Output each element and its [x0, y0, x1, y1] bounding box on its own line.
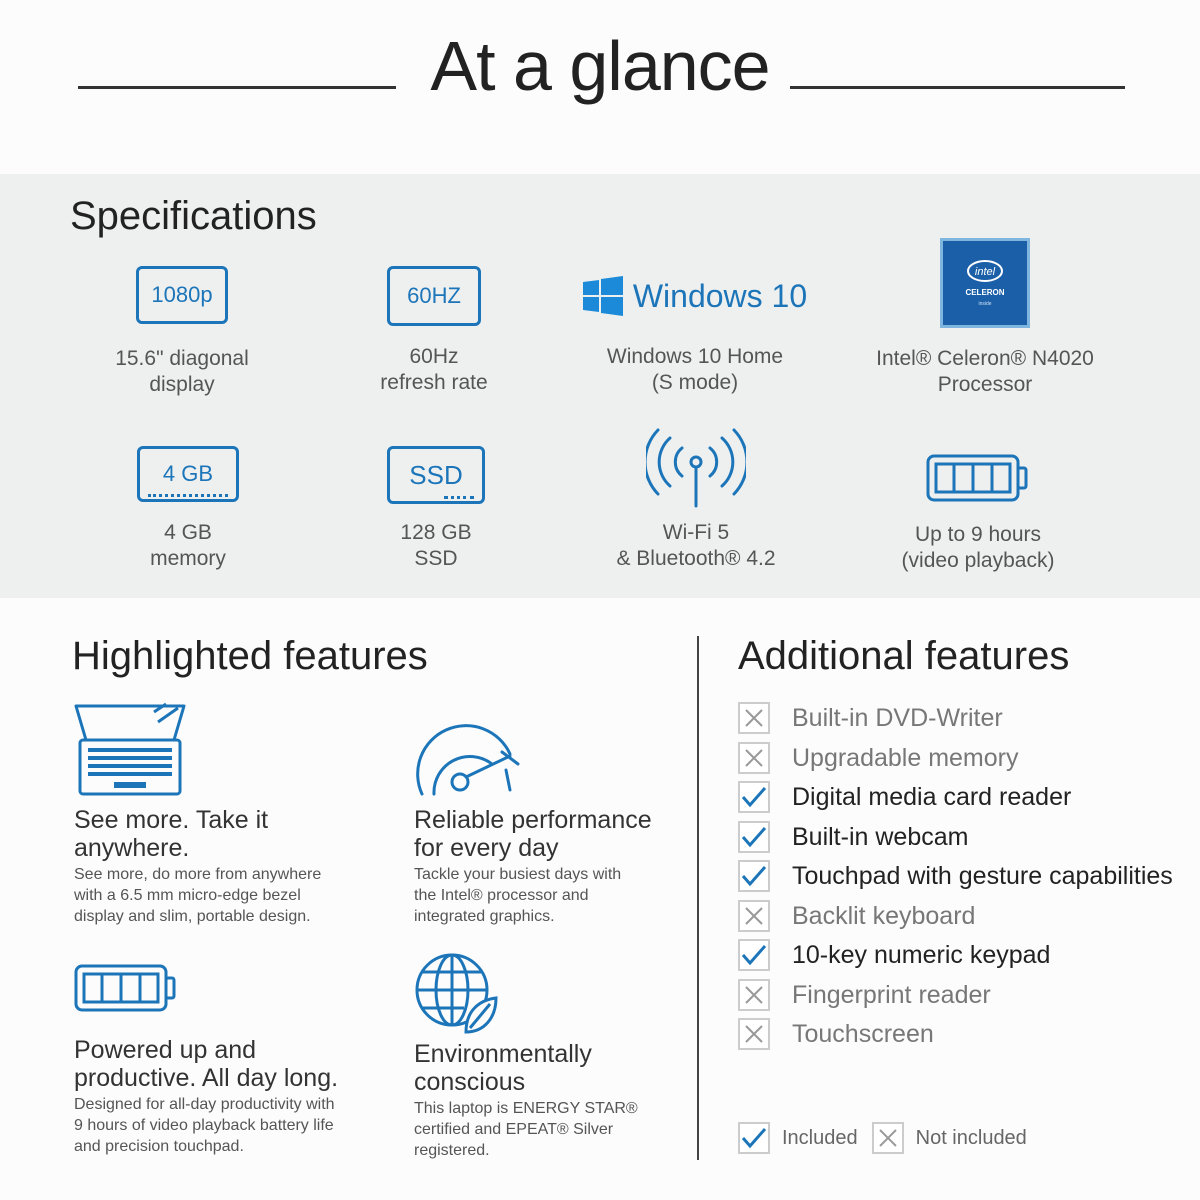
- additional-feature-row: [738, 779, 1071, 815]
- svg-text:intel: intel: [974, 266, 996, 278]
- spec-battery-line2: (video playback): [901, 549, 1055, 572]
- spec-memory-line2: memory: [150, 547, 226, 570]
- feature-portable-body1: See more, do more from anywhere: [74, 866, 322, 883]
- laptop-icon: [74, 700, 194, 800]
- feature-environment-body2: certified and EPEAT® Silver: [414, 1121, 614, 1138]
- legend-included-label: Included: [782, 1126, 858, 1149]
- ssd-icon: [387, 446, 485, 504]
- not-included-x-icon: [872, 1122, 904, 1154]
- spec-display-line1: 15.6" diagonal: [115, 347, 249, 370]
- included-check-icon: [738, 781, 770, 813]
- spec-storage: [316, 446, 556, 572]
- feature-battery-body2: 9 hours of video playback battery life: [74, 1117, 334, 1134]
- spec-os-line1: Windows 10 Home: [606, 345, 784, 368]
- feature-environment-body3: registered.: [414, 1142, 490, 1159]
- battery-icon: [926, 452, 1030, 504]
- legend-not-included-label: Not included: [915, 1126, 1027, 1149]
- windows-logo-text: Windows 10: [632, 277, 808, 314]
- not-included-x-icon: [738, 900, 770, 932]
- legend: [738, 1122, 1027, 1154]
- specifications-heading: Specifications: [70, 194, 317, 238]
- feature-performance-body1: Tackle your busiest days with: [414, 866, 622, 883]
- feature-performance-title2: for every day: [414, 834, 559, 862]
- memory-icon-label: 4 GB: [162, 461, 214, 486]
- spec-display: [62, 266, 302, 398]
- spec-os: [575, 266, 815, 396]
- feature-battery-title1: Powered up and: [74, 1036, 257, 1064]
- spec-wireless-line2: & Bluetooth® 4.2: [616, 547, 776, 570]
- intel-celeron-badge-icon: [940, 238, 1030, 328]
- feature-environment-body1: This laptop is ENERGY STAR®: [414, 1100, 638, 1117]
- globe-leaf-icon: [414, 952, 498, 1036]
- feature-battery: [74, 962, 394, 1157]
- spec-processor-line2: Processor: [937, 373, 1033, 396]
- additional-feature-label: Backlit keyboard: [792, 901, 976, 930]
- spec-wireless: [576, 426, 816, 572]
- additional-feature-row: [738, 858, 1173, 894]
- feature-portable: [74, 700, 374, 927]
- additional-feature-label: Built-in webcam: [792, 822, 969, 851]
- spec-battery: [858, 452, 1098, 574]
- spec-refresh-rate: [314, 266, 554, 396]
- feature-performance-title1: Reliable performance: [414, 806, 652, 834]
- feature-portable-body2: with a 6.5 mm micro-edge bezel: [74, 887, 301, 904]
- header-rule-right: [790, 86, 1125, 89]
- spec-memory-line1: 4 GB: [164, 521, 212, 544]
- included-check-icon: [738, 939, 770, 971]
- additional-feature-row: [738, 740, 1019, 776]
- not-included-x-icon: [738, 702, 770, 734]
- included-check-icon: [738, 1122, 770, 1154]
- feature-performance: [414, 724, 714, 927]
- feature-battery-body3: and precision touchpad.: [74, 1138, 244, 1155]
- spec-display-line2: display: [149, 373, 215, 396]
- not-included-x-icon: [738, 1018, 770, 1050]
- included-check-icon: [738, 860, 770, 892]
- memory-icon: [137, 446, 239, 502]
- speedometer-icon: [414, 724, 524, 800]
- refresh-rate-icon: 60HZ: [387, 266, 481, 326]
- additional-feature-row: [738, 700, 1003, 736]
- wifi-antenna-icon: [646, 426, 746, 508]
- additional-feature-label: 10-key numeric keypad: [792, 940, 1051, 969]
- windows-logo-icon: [575, 266, 815, 326]
- spec-refresh-line2: refresh rate: [380, 371, 488, 394]
- feature-battery-body1: Designed for all-day productivity with: [74, 1096, 335, 1113]
- additional-heading: Additional features: [738, 634, 1070, 678]
- svg-text:CELERON: CELERON: [965, 288, 1005, 297]
- additional-feature-label: Upgradable memory: [792, 743, 1019, 772]
- spec-memory: [68, 446, 308, 572]
- additional-feature-label: Built-in DVD-Writer: [792, 703, 1003, 732]
- feature-performance-body2: the Intel® processor and: [414, 887, 589, 904]
- feature-portable-body3: display and slim, portable design.: [74, 908, 311, 925]
- spec-wireless-line1: Wi-Fi 5: [662, 521, 730, 544]
- feature-portable-title2: anywhere.: [74, 834, 190, 862]
- feature-environment-title1: Environmentally: [414, 1040, 592, 1068]
- page-title: At a glance: [430, 27, 770, 105]
- additional-feature-row: [738, 937, 1050, 973]
- included-check-icon: [738, 821, 770, 853]
- feature-performance-body3: integrated graphics.: [414, 908, 555, 925]
- additional-feature-label: Digital media card reader: [792, 782, 1072, 811]
- feature-environment-title2: conscious: [414, 1068, 526, 1096]
- additional-feature-label: Touchpad with gesture capabilities: [792, 861, 1173, 890]
- ssd-icon-label: SSD: [409, 459, 463, 490]
- not-included-x-icon: [738, 979, 770, 1011]
- not-included-x-icon: [738, 742, 770, 774]
- spec-refresh-line1: 60Hz: [409, 345, 459, 368]
- additional-feature-row: [738, 898, 975, 934]
- spec-os-line2: (S mode): [651, 371, 739, 394]
- feature-battery-title2: productive. All day long.: [74, 1064, 339, 1092]
- battery-icon: [74, 962, 178, 1016]
- additional-feature-row: [738, 1016, 934, 1052]
- additional-feature-row: [738, 819, 968, 855]
- display-icon: 1080p: [136, 266, 228, 324]
- feature-portable-title1: See more. Take it: [74, 806, 269, 834]
- additional-feature-label: Touchscreen: [792, 1019, 934, 1048]
- additional-feature-label: Fingerprint reader: [792, 980, 991, 1009]
- highlighted-heading: Highlighted features: [72, 634, 428, 678]
- feature-environment: [414, 952, 714, 1161]
- additional-feature-row: [738, 977, 991, 1013]
- svg-text:inside: inside: [978, 301, 992, 307]
- spec-processor-line1: Intel® Celeron® N4020: [876, 347, 1094, 370]
- spec-storage-line2: SSD: [414, 547, 458, 570]
- spec-battery-line1: Up to 9 hours: [914, 523, 1042, 546]
- spec-storage-line1: 128 GB: [400, 521, 472, 544]
- section-divider: [697, 636, 699, 1160]
- spec-processor: [865, 238, 1105, 398]
